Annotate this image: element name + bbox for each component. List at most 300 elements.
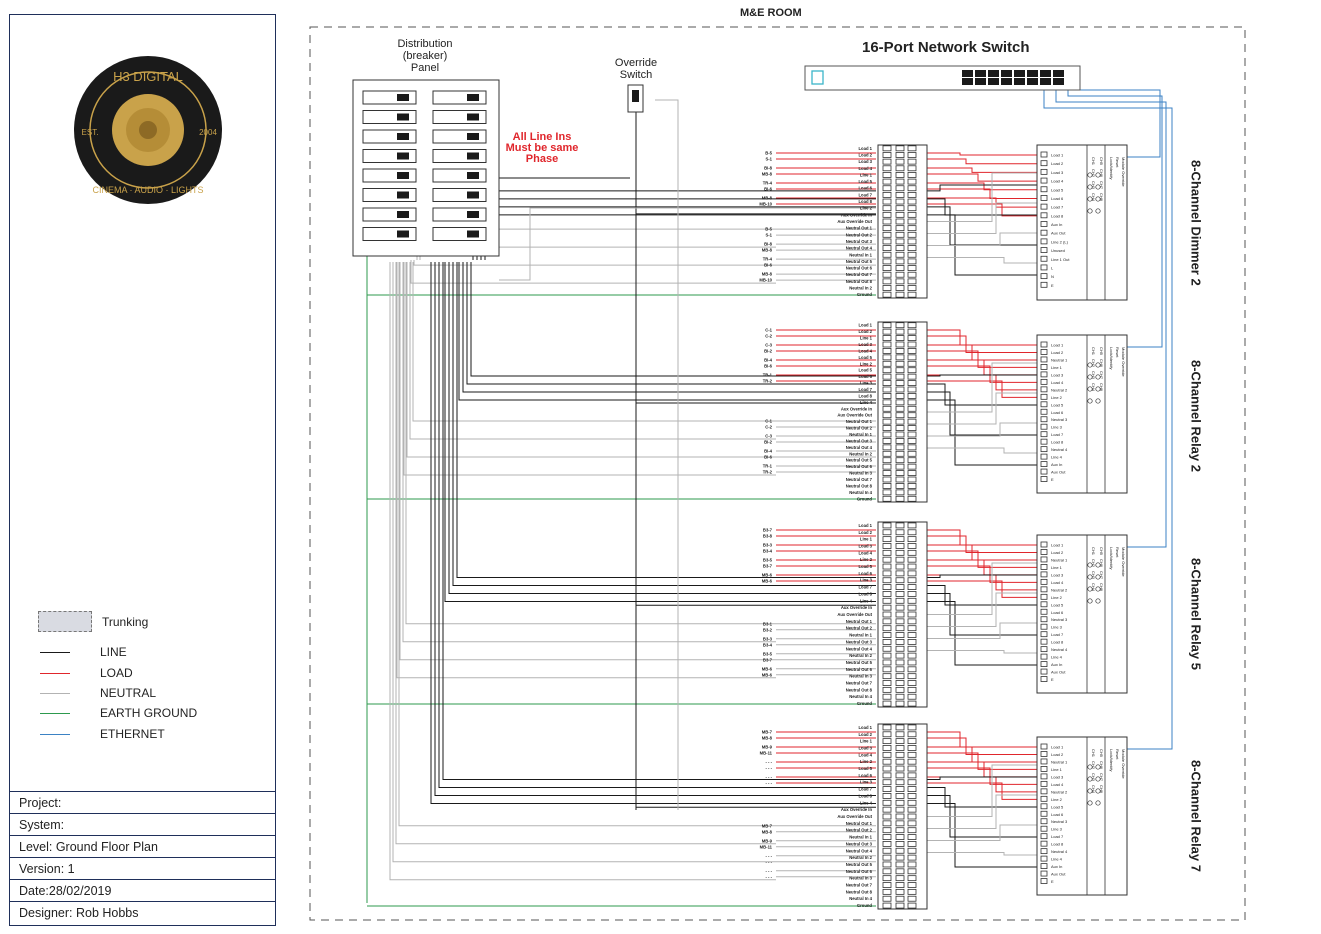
terminal-label: Ground — [856, 496, 872, 502]
circuit-label: BI-4 — [764, 448, 772, 454]
unit-label: Neutral 4 — [1051, 447, 1068, 453]
module-title-text: 8-Channel Dimmer 2 — [1188, 160, 1204, 286]
line-wire — [927, 392, 1040, 435]
load-wire — [927, 168, 1040, 172]
neutral-wire — [927, 825, 1040, 841]
line-wire — [927, 375, 1040, 376]
breaker-toggle — [467, 114, 479, 121]
circuit-label: MB-8 — [761, 735, 772, 741]
circuit-label: B-5 — [765, 150, 772, 156]
terminal-label: Neutral In 1 — [849, 632, 872, 638]
unit-label: Line 2 — [1051, 594, 1062, 600]
circuit-label: - - - — [765, 859, 772, 865]
unit-label: Line 1 — [1051, 364, 1062, 370]
terminal-label: Neutral Out 6 — [845, 464, 872, 470]
unit-label: Load 7 — [1051, 432, 1064, 438]
unit-label: Load 3 — [1051, 572, 1064, 578]
status-led-label: Reset — [1115, 749, 1120, 760]
terminal-label: Load 2 — [858, 152, 872, 158]
switch-port — [1014, 78, 1025, 85]
circuit-label: BI-6 — [764, 363, 772, 369]
neutral-wire — [399, 262, 776, 829]
status-led-label: CH5 — [1099, 547, 1104, 556]
legend-label: EARTH GROUND — [100, 706, 198, 720]
circuit-label: TR-1 — [762, 372, 772, 378]
unit-label: Neutral 3 — [1051, 819, 1068, 825]
terminal-label: Aux Override Out — [837, 612, 872, 617]
status-led-label: CH8 — [1099, 193, 1104, 202]
breaker-toggle — [467, 192, 479, 199]
terminal-label: Neutral In 3 — [849, 470, 872, 476]
unit-label: Line 3 — [1051, 424, 1062, 430]
terminal-label: Line 2 — [859, 557, 872, 563]
unit-label: E — [1051, 477, 1054, 483]
terminal-label: Neutral Out 6 — [845, 666, 872, 672]
status-led-label: CH1 — [1091, 157, 1096, 166]
unit-label: E — [1051, 677, 1054, 683]
status-led-label: CH4 — [1091, 583, 1096, 592]
circuit-label: - - - — [765, 868, 772, 874]
unit-label: Aux In — [1051, 222, 1063, 227]
unit-label: Load 2 — [1051, 751, 1064, 757]
legend-label: NEUTRAL — [100, 686, 157, 700]
terminal-label: Line 1 — [859, 172, 872, 178]
neutral-wire — [406, 262, 776, 627]
terminal-label: Load 5 — [858, 179, 872, 185]
logo-tagline-text: CINEMA · AUDIO · LIGHTS — [92, 185, 204, 195]
circuit-label: B3-8 — [762, 533, 772, 539]
unit-label: Load 3 — [1051, 372, 1064, 378]
terminal-label: Load 8 — [858, 199, 872, 205]
terminal-label: Neutral Out 4 — [845, 646, 872, 652]
circuit-label: MB-8 — [761, 195, 772, 201]
terminal-label: Load 7 — [858, 192, 872, 198]
status-led-label: Lock/Identify — [1109, 749, 1114, 772]
unit-label: Neutral 2 — [1051, 587, 1068, 593]
circuit-label: S-1 — [765, 232, 772, 238]
load-wire — [927, 381, 1040, 397]
line-wire — [463, 262, 876, 392]
circuit-label: TR-1 — [762, 463, 772, 469]
unit-label: Neutral 1 — [1051, 557, 1068, 563]
unit-label: Load 5 — [1051, 402, 1064, 408]
breaker-toggle — [467, 231, 479, 238]
status-led-label: CH6 — [1099, 169, 1104, 178]
unit-label: Load 4 — [1051, 178, 1064, 184]
status-led-label: Reset — [1115, 547, 1120, 558]
status-led-label: Reset — [1115, 157, 1120, 168]
neutral-wire — [927, 623, 1040, 639]
status-led-label: CH5 — [1099, 749, 1104, 758]
terminal-label: Neutral Out 2 — [845, 232, 872, 238]
switch-port — [1053, 78, 1064, 85]
circuit-label: - - - — [765, 765, 772, 771]
unit-label: Line 3 — [1051, 826, 1062, 832]
circuit-label: - - - — [765, 874, 772, 880]
unit-label: Aux In — [1051, 662, 1063, 668]
unit-label: Load 6 — [1051, 409, 1064, 415]
unit-label: E — [1051, 879, 1054, 885]
breaker-toggle — [397, 114, 409, 121]
status-led-label: CH3 — [1091, 773, 1096, 782]
neutral-wire — [927, 853, 1040, 856]
load-wire — [927, 330, 1040, 345]
terminal-label: Neutral Out 8 — [845, 278, 872, 284]
legend-label: LINE — [100, 645, 127, 659]
unit-label: Line 2 — [1051, 796, 1062, 802]
circuit-label: BI-2 — [764, 348, 772, 354]
unit-label: N — [1051, 274, 1054, 280]
circuit-label: MB-9 — [761, 838, 772, 844]
unit-label: Neutral 4 — [1051, 849, 1068, 855]
status-led-label: CH4 — [1091, 383, 1096, 392]
unit-label: Line 1 — [1051, 564, 1062, 570]
circuit-label: MB-6 — [761, 572, 772, 578]
logo-est-text: EST. — [81, 128, 99, 137]
breaker-toggle — [397, 192, 409, 199]
circuit-label: B3-7 — [762, 657, 772, 663]
info-level: Level: Ground Floor Plan — [10, 835, 275, 857]
circuit-label: C-2 — [765, 424, 772, 430]
terminal-label: Line 1 — [859, 738, 872, 744]
status-led-label: Lock/Identify — [1109, 157, 1114, 180]
terminal-label: Load 3 — [858, 159, 872, 165]
network-switch — [805, 66, 1080, 90]
terminal-label: Ground — [856, 701, 872, 707]
terminal-label: Neutral Out 7 — [845, 272, 872, 278]
terminal-label: Aux Override Out — [837, 219, 872, 224]
unit-label: Load 2 — [1051, 161, 1064, 167]
switch-port — [1053, 70, 1064, 77]
circuit-label: B3-5 — [762, 557, 772, 563]
load-wire — [927, 174, 1040, 181]
terminal-label: Neutral Out 1 — [845, 820, 872, 826]
circuit-label: BI-6 — [764, 186, 772, 192]
load-wire — [927, 738, 1040, 754]
terminal-label: Load 2 — [858, 529, 872, 535]
neutral-wire — [927, 233, 1040, 246]
terminal-label: Aux Override Out — [837, 412, 872, 418]
unit-label: Load 2 — [1051, 549, 1064, 555]
phase-note: All Line Ins Must be same Phase — [505, 131, 579, 165]
line-wire — [471, 262, 876, 376]
info-version: Version: 1 — [10, 857, 275, 879]
line-wire — [435, 262, 876, 799]
terminal-label: Neutral Out 1 — [845, 618, 872, 624]
terminal-label: Load 4 — [858, 348, 872, 354]
circuit-label: MB-8 — [761, 271, 772, 277]
terminal-label: Neutral In 2 — [849, 451, 872, 457]
unit-label: Line 1 Out — [1051, 256, 1070, 262]
terminal-block — [878, 322, 927, 502]
circuit-label: - - - — [765, 774, 772, 780]
terminal-label: Neutral In 2 — [849, 855, 872, 861]
status-led-label: Lock/Identify — [1109, 547, 1114, 570]
terminal-label: Line 3 — [859, 779, 872, 785]
circuit-label: BI-6 — [764, 262, 772, 268]
line-wire — [927, 400, 1040, 465]
status-led-label: CH7 — [1099, 571, 1104, 580]
unit-label: Load 4 — [1051, 379, 1064, 385]
unit-label: Line 3 — [1051, 624, 1062, 630]
switch-port — [975, 78, 986, 85]
terminal-label: Neutral Out 3 — [845, 238, 872, 244]
unit-label: Load 4 — [1051, 579, 1064, 585]
unit-label: Load 1 — [1051, 342, 1064, 348]
status-led-label: CH3 — [1091, 371, 1096, 380]
line-wire — [431, 262, 876, 804]
unit-label: Line 4 — [1051, 856, 1062, 862]
terminal-label: Aux Override Out — [837, 814, 872, 819]
unit-label: Aux Out — [1051, 469, 1066, 475]
circuit-label: BI-2 — [764, 439, 772, 445]
module-title-relay-7 — [1176, 760, 1216, 900]
unit-label: Line 4 — [1051, 454, 1062, 460]
unit-label: Load 6 — [1051, 195, 1064, 201]
status-led-label: CH6 — [1099, 761, 1104, 770]
load-wire — [927, 581, 1040, 597]
neutral-wire — [404, 262, 776, 475]
terminal-label: Load 6 — [858, 374, 872, 380]
circuit-label: MB-7 — [761, 729, 772, 735]
switch-port — [1027, 70, 1038, 77]
status-led-label: CH8 — [1099, 785, 1104, 794]
terminal-label: Line 3 — [859, 380, 872, 386]
logo-year-text: 2004 — [199, 128, 217, 137]
circuit-label: B3-5 — [762, 651, 772, 657]
terminal-label: Neutral In 3 — [849, 673, 872, 679]
terminal-label: Neutral Out 1 — [845, 225, 872, 231]
unit-label: Load 6 — [1051, 811, 1064, 817]
unit-label: Load 5 — [1051, 187, 1064, 193]
terminal-label: Neutral Out 4 — [845, 245, 872, 251]
unit-label: Load 1 — [1051, 152, 1064, 158]
terminal-label: Neutral Out 2 — [845, 827, 872, 833]
equipment-layer — [353, 66, 1127, 909]
unit-label: Load 3 — [1051, 169, 1064, 175]
terminal-label: Load 8 — [858, 591, 872, 597]
terminal-label: Neutral Out 2 — [845, 625, 872, 631]
status-led-label: CH8 — [1099, 583, 1104, 592]
unit-label: Load 5 — [1051, 804, 1064, 810]
circuit-label: B3-2 — [762, 627, 772, 633]
breaker-toggle — [467, 133, 479, 140]
switch-port — [962, 70, 973, 77]
module-title-text: 8-Channel Relay 5 — [1188, 558, 1204, 670]
unit-label: Aux In — [1051, 864, 1063, 870]
circuit-label: MB-10 — [759, 201, 772, 207]
room-title: M&E ROOM — [740, 7, 802, 19]
line-wire — [439, 262, 876, 788]
terminal-label: Aux Override In — [840, 406, 872, 412]
status-led-label: Module Override — [1121, 749, 1126, 779]
unit-label: Load 8 — [1051, 213, 1064, 219]
terminal-label: Neutral Out 5 — [845, 659, 872, 665]
status-led-label: CH6 — [1099, 559, 1104, 568]
terminal-label: Aux Override In — [840, 807, 872, 813]
terminal-label: Neutral Out 8 — [845, 889, 872, 895]
unit-label: Neutral 2 — [1051, 789, 1068, 795]
neutral-wire — [927, 795, 1040, 829]
terminal-label: Load 8 — [858, 393, 872, 399]
circuit-label: C-2 — [765, 333, 772, 339]
unit-label: Neutral 3 — [1051, 617, 1068, 623]
terminal-label: Neutral Out 3 — [845, 438, 872, 444]
terminal-label: Aux Override In — [840, 212, 872, 218]
load-wire — [927, 189, 1040, 198]
unit-label: Aux Out — [1051, 871, 1066, 877]
terminal-label: Load 6 — [858, 570, 872, 576]
unit-label: Neutral 2 — [1051, 387, 1068, 393]
breaker-toggle — [397, 153, 409, 160]
unit-label: Load 7 — [1051, 834, 1064, 840]
switch-port — [988, 78, 999, 85]
line-wire — [473, 215, 876, 260]
terminal-label: Load 3 — [858, 342, 872, 347]
terminal-label: Load 6 — [858, 185, 872, 191]
terminal-label: Neutral In 2 — [849, 653, 872, 659]
line-wire — [449, 262, 876, 597]
circuit-label: MB-11 — [759, 750, 772, 756]
line-wire — [927, 575, 1040, 578]
legend-trunking-label: Trunking — [102, 614, 149, 629]
terminal-label: Neutral Out 1 — [845, 419, 872, 425]
status-led-label: CH7 — [1099, 181, 1104, 190]
neutral-wire — [410, 262, 776, 439]
status-led-label: CH8 — [1099, 383, 1104, 392]
unit-label: Aux Out — [1051, 669, 1066, 675]
unit-label: Load 8 — [1051, 841, 1064, 847]
terminal-label: Load 7 — [858, 584, 872, 590]
circuit-label: C-3 — [765, 342, 772, 348]
circuit-label: MB-8 — [761, 247, 772, 253]
switch-port — [1001, 70, 1012, 77]
unit-label: Load 7 — [1051, 632, 1064, 638]
module-title-text: 8-Channel Relay 7 — [1188, 760, 1204, 872]
switch-port — [1027, 78, 1038, 85]
terminal-label: Neutral Out 6 — [845, 265, 872, 271]
terminal-label: Aux Override In — [840, 605, 872, 611]
circuit-label: MB-10 — [759, 277, 772, 283]
neutral-wire — [927, 423, 1040, 436]
breaker-toggle — [467, 172, 479, 179]
unit-label: Neutral 1 — [1051, 357, 1068, 363]
breaker-toggle — [397, 133, 409, 140]
module-title-relay-5 — [1176, 558, 1216, 698]
unit-label: Unused — [1051, 248, 1065, 254]
circuit-label: B3-3 — [762, 542, 772, 548]
terminal-label: Ground — [856, 292, 872, 298]
neutral-wire — [393, 262, 776, 865]
module-title-dimmer-2 — [1176, 160, 1216, 300]
circuit-label: MB-6 — [761, 666, 772, 672]
unit-label: Line 1 — [1051, 766, 1062, 772]
info-system: System: — [10, 813, 275, 835]
neutral-wire — [927, 258, 1040, 264]
terminal-label: Neutral In 4 — [849, 489, 872, 495]
status-led-label: CH3 — [1091, 571, 1096, 580]
line-wire — [927, 777, 1040, 780]
status-led-label: CH1 — [1091, 547, 1096, 556]
status-led-label: Module Override — [1121, 347, 1126, 377]
load-wire — [927, 336, 1040, 352]
unit-label: Load 8 — [1051, 639, 1064, 645]
legend-label: LOAD — [100, 666, 133, 680]
status-led-label: Reset — [1115, 347, 1120, 358]
switch-title: 16-Port Network Switch — [862, 39, 1030, 56]
neutral-wire — [927, 173, 1040, 222]
terminal-label: Neutral Out 5 — [845, 457, 872, 463]
terminal-label: Neutral Out 3 — [845, 639, 872, 645]
unit-label: Line 2 — [1051, 394, 1062, 400]
unit-label: Load 3 — [1051, 774, 1064, 780]
breaker-toggle — [397, 231, 409, 238]
status-led-label: CH5 — [1099, 347, 1104, 356]
terminal-label: Load 3 — [858, 543, 872, 549]
status-led-label: CH7 — [1099, 773, 1104, 782]
neutral-wire — [927, 448, 1040, 453]
terminal-label: Load 1 — [858, 522, 872, 528]
terminal-label: Load 2 — [858, 329, 872, 335]
line-wire — [927, 788, 1040, 808]
circuit-label: B3-3 — [762, 636, 772, 642]
line-wire — [485, 191, 876, 260]
terminal-label: Load 5 — [858, 367, 872, 373]
circuit-label: B-5 — [765, 226, 772, 232]
terminal-label: Load 8 — [858, 793, 872, 799]
circuit-label: B3-1 — [762, 621, 772, 627]
circuit-label: B3-7 — [762, 563, 772, 569]
unit-label: Line 2 (L) — [1051, 239, 1068, 245]
status-led-label: Module Override — [1121, 547, 1126, 577]
switch-port — [988, 70, 999, 77]
breaker-toggle — [467, 94, 479, 101]
neutral-wire — [927, 651, 1040, 654]
terminal-label: Neutral In 2 — [849, 285, 872, 291]
line-wire — [443, 262, 876, 780]
terminal-label: Neutral In 3 — [849, 875, 872, 881]
status-led-label: CH1 — [1091, 749, 1096, 758]
line-wire — [927, 804, 1040, 868]
switch-port — [962, 78, 973, 85]
terminal-block — [878, 724, 927, 909]
unit-label: Load 6 — [1051, 609, 1064, 615]
circuit-label: TR-2 — [762, 469, 772, 475]
terminal-label: Load 6 — [858, 772, 872, 778]
circuit-label: - - - — [765, 853, 772, 859]
distribution-panel-title: Distribution (breaker) Panel — [397, 38, 453, 74]
circuit-label: BI-8 — [764, 241, 772, 247]
terminal-label: Line 2 — [859, 205, 872, 211]
status-led-label: CH3 — [1091, 181, 1096, 190]
circuit-label: - - - — [765, 759, 772, 765]
status-led-label: CH2 — [1091, 559, 1096, 568]
circuit-label: MB-7 — [761, 823, 772, 829]
terminal-label: Load 7 — [858, 387, 872, 392]
unit-label: L — [1051, 265, 1054, 271]
line-wire — [927, 602, 1040, 666]
terminal-label: Neutral In 4 — [849, 896, 872, 902]
circuit-label: MB-6 — [761, 578, 772, 584]
circuit-label: MB-6 — [761, 672, 772, 678]
terminal-label: Neutral Out 8 — [845, 687, 872, 693]
unit-label: Aux In — [1051, 462, 1063, 468]
line-wire — [927, 384, 1040, 405]
neutral-wire — [397, 262, 776, 678]
override-toggle — [632, 90, 639, 102]
load-wire — [927, 530, 1040, 545]
status-led-label: CH4 — [1091, 193, 1096, 202]
